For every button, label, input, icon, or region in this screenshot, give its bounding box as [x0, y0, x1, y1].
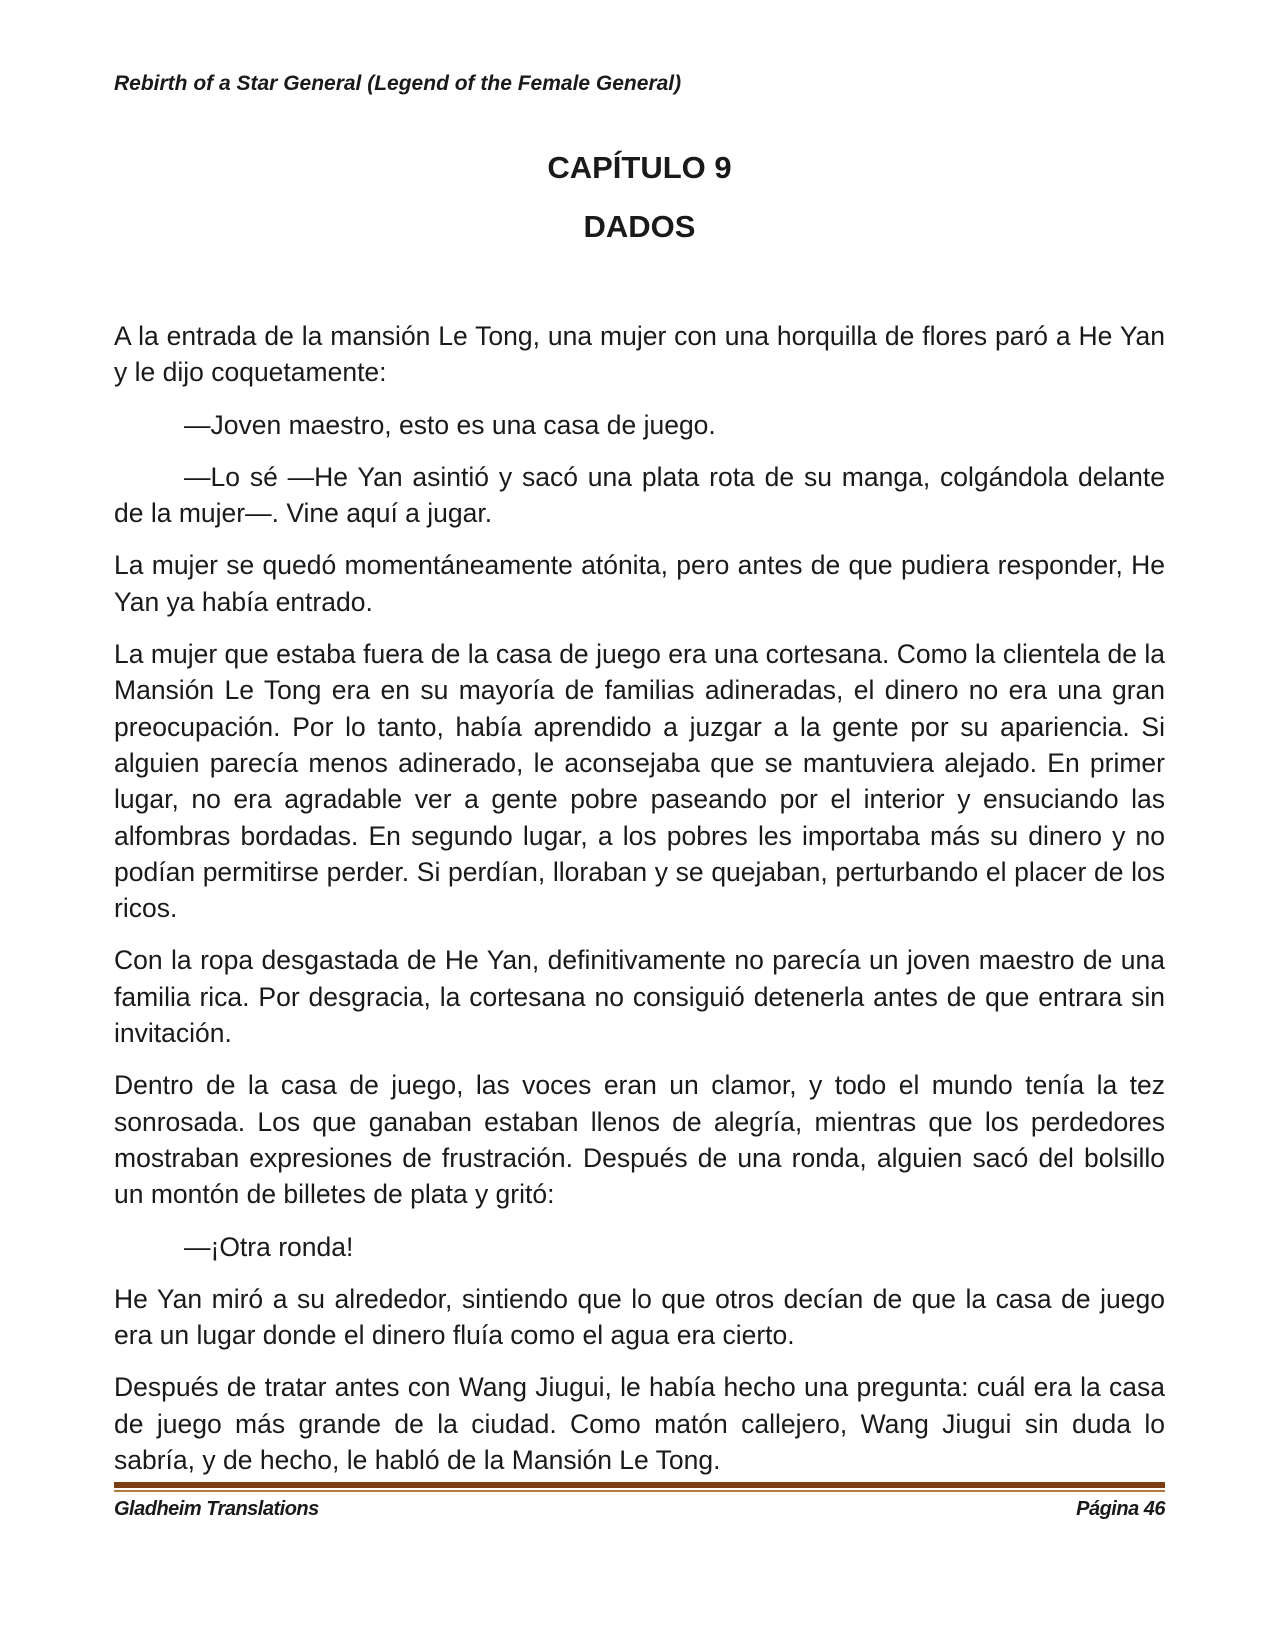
paragraph: Después de tratar antes con Wang Jiugui, le había hecho una pregunta: cuál era la casa de juego más grande de la ciudad. Como matón callejero, Wang Jiugui sin duda lo sabría, y de hecho, le habló de la Mansión Le Tong. — [114, 1372, 1165, 1476]
paragraph: Dentro de la casa de juego, las voces eran un clamor, y todo el mundo tenía la tez sonrosada. Los que ganaban estaban llenos de alegría, mientras que los perdedores mostraban expresiones de frustración. Después de una ronda, alguien sacó del bolsillo un montón de billetes de plata y gritó: — [114, 1070, 1165, 1210]
running-header: Rebirth of a Star General (Legend of the Female General) — [114, 72, 682, 95]
dialogue-paragraph: —Lo sé —He Yan asintió y sacó una plata rota de su manga, colgándola delante de la mujer—. Vine aquí a jugar. — [114, 461, 1165, 529]
dialogue-paragraph: —¡Otra ronda! — [184, 1231, 354, 1262]
paragraph: La mujer se quedó momentáneamente atónita, pero antes de que pudiera responder, He Yan ya había entrado. — [114, 550, 1165, 617]
paragraph: He Yan miró a su alrededor, sintiendo que lo que otros decían de que la casa de juego era un lugar donde el dinero fluía como el agua era cierto. — [114, 1283, 1165, 1351]
chapter-number: CAPÍTULO 9 — [547, 150, 732, 185]
footer-publisher: Gladheim Translations — [114, 1498, 319, 1520]
paragraph: Con la ropa desgastada de He Yan, definitivamente no parecía un joven maestro de una familia rica. Por desgracia, la cortesana no consiguió detenerla antes de que entrara sin invitación. — [114, 945, 1165, 1049]
page-number: Página 46 — [1076, 1498, 1165, 1520]
paragraph: La mujer que estaba fuera de la casa de juego era una cortesana. Como la clientela de la Mansión Le Tong era en su mayoría de familias adineradas, el dinero no era una gran preocupación. Por lo tanto, había aprendido a juzgar a la gente por su apariencia. Si alguien parecía menos adinerado, le aconsejaba que se mantuviera alejado. En primer lugar, no era agradable ver a gente pobre paseando por el interior y ensuciando las alfombras bordadas. En segundo lugar, a los pobres les importaba más su dinero y no podían permitirse perder. Si perdían, lloraban y se quejaban, perturbando el placer de los ricos. — [114, 639, 1165, 924]
chapter-body — [114, 318, 1165, 1494]
dialogue-paragraph: —Joven maestro, esto es una casa de juego. — [184, 409, 716, 440]
footer-rule-thin — [114, 1490, 1165, 1492]
footer-rule — [114, 1482, 1165, 1488]
chapter-title: DADOS — [583, 209, 696, 244]
paragraph: A la entrada de la mansión Le Tong, una mujer con una horquilla de flores paró a He Yan y le dijo coquetamente: — [114, 321, 1165, 388]
